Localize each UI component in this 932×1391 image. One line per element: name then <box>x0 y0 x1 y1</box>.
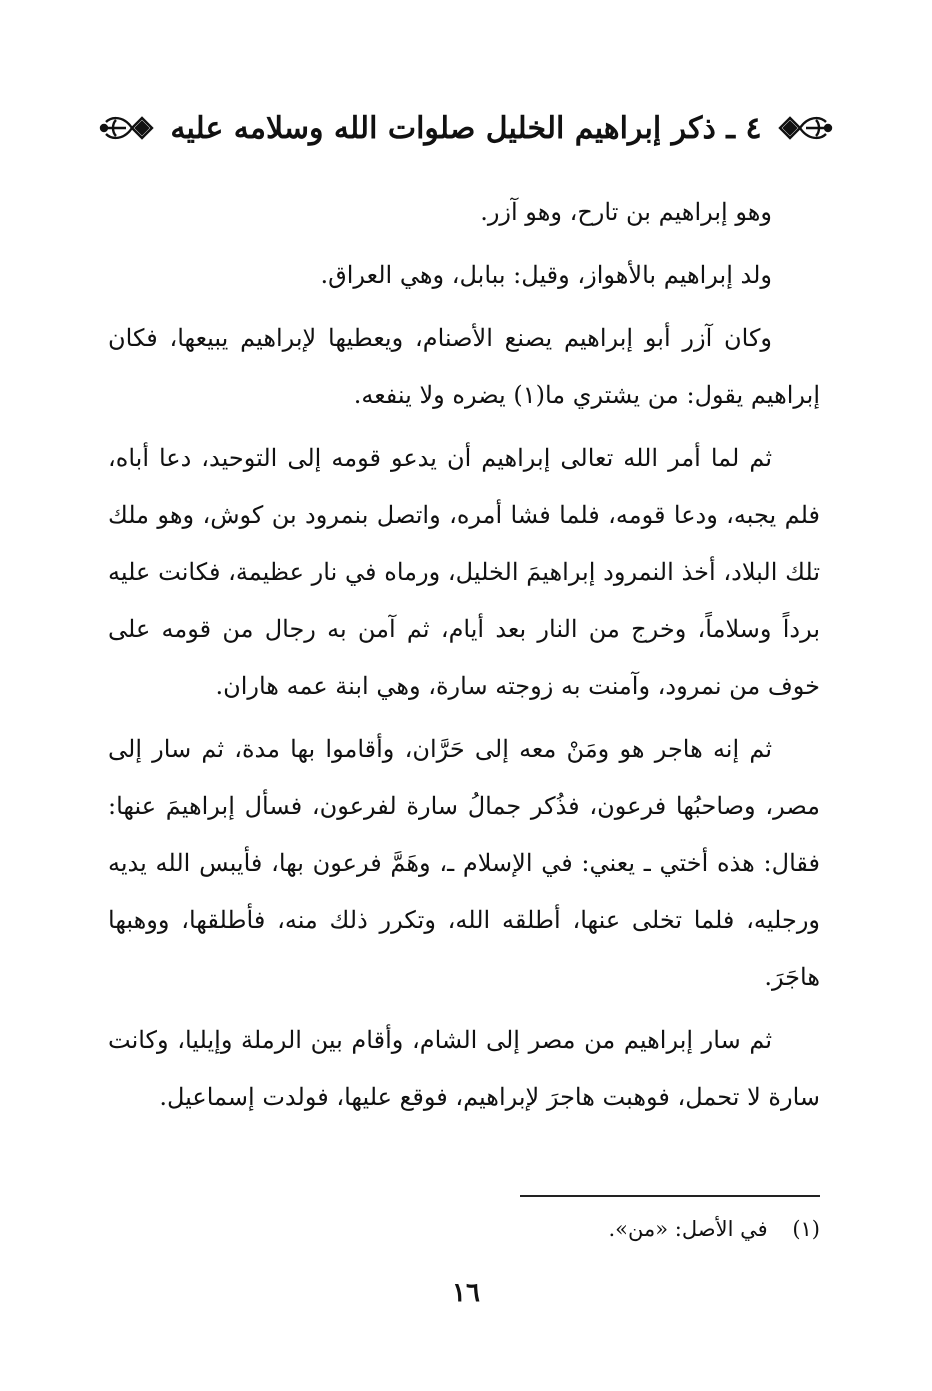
footnote-text: في الأصل: «من». <box>608 1217 768 1241</box>
chapter-heading <box>150 98 782 158</box>
paragraph: وهو إبراهيم بن تارح، وهو آزر. <box>480 198 772 226</box>
footnote-divider <box>520 1195 820 1197</box>
footnote <box>420 1212 820 1246</box>
chapter-title: ٤ ـ ذكر إبراهيم الخليل صلوات الله وسلامه عليه <box>170 110 762 146</box>
page-number: ١٦ <box>452 1278 480 1308</box>
paragraph: ولد إبراهيم بالأهواز، وقيل: ببابل، وهي العراق. <box>320 261 772 289</box>
main-text <box>108 184 820 1132</box>
arabesque-ornament-icon <box>96 108 156 148</box>
paragraph: وكان آزر أبو إبراهيم يصنع الأصنام، ويعطيها لإبراهيم يبيعها، فكان إبراهيم يقول: من يشتري ما(١) يضره ولا ينفعه. <box>108 324 820 409</box>
paragraph: ثم لما أمر الله تعالى إبراهيم أن يدعو قومه إلى التوحيد، دعا أباه، فلم يجبه، ودعا قومه، فلما فشا أمره، واتصل بنمرود بن كوش، وهو ملك تلك البلاد، أخذ النمرود إبراهيمَ الخليل، ورماه في نار عظيمة، فكانت عليه برداً وسلاماً، وخرج من النار بعد أيام، ثم آمن به رجال من قومه على خوف من نمرود، وآمنت به زوجته سارة، وهي ابنة عمه هاران. <box>108 444 820 700</box>
arabesque-ornament-icon <box>776 108 836 148</box>
paragraph: ثم سار إبراهيم من مصر إلى الشام، وأقام بين الرملة وإيليا، وكانت سارة لا تحمل، فوهبت هاجرَ لإبراهيم، فوقع عليها، فولدت إسماعيل. <box>108 1026 820 1111</box>
footnote-number: (١) <box>792 1217 820 1241</box>
paragraph: ثم إنه هاجر هو ومَنْ معه إلى حَرَّان، وأقاموا بها مدة، ثم سار إلى مصر، وصاحبُها فرعون، فذُكر جمالُ سارة لفرعون، فسأل إبراهيمَ عنها: فقال: هذه أختي ـ يعني: في الإسلام ـ، وهَمَّ فرعون بها، فأيبس الله يديه ورجليه، فلما تخلى عنها، أطلقه الله، وتكرر ذلك منه، فأطلقها، ووهبها هاجَرَ. <box>108 735 820 991</box>
